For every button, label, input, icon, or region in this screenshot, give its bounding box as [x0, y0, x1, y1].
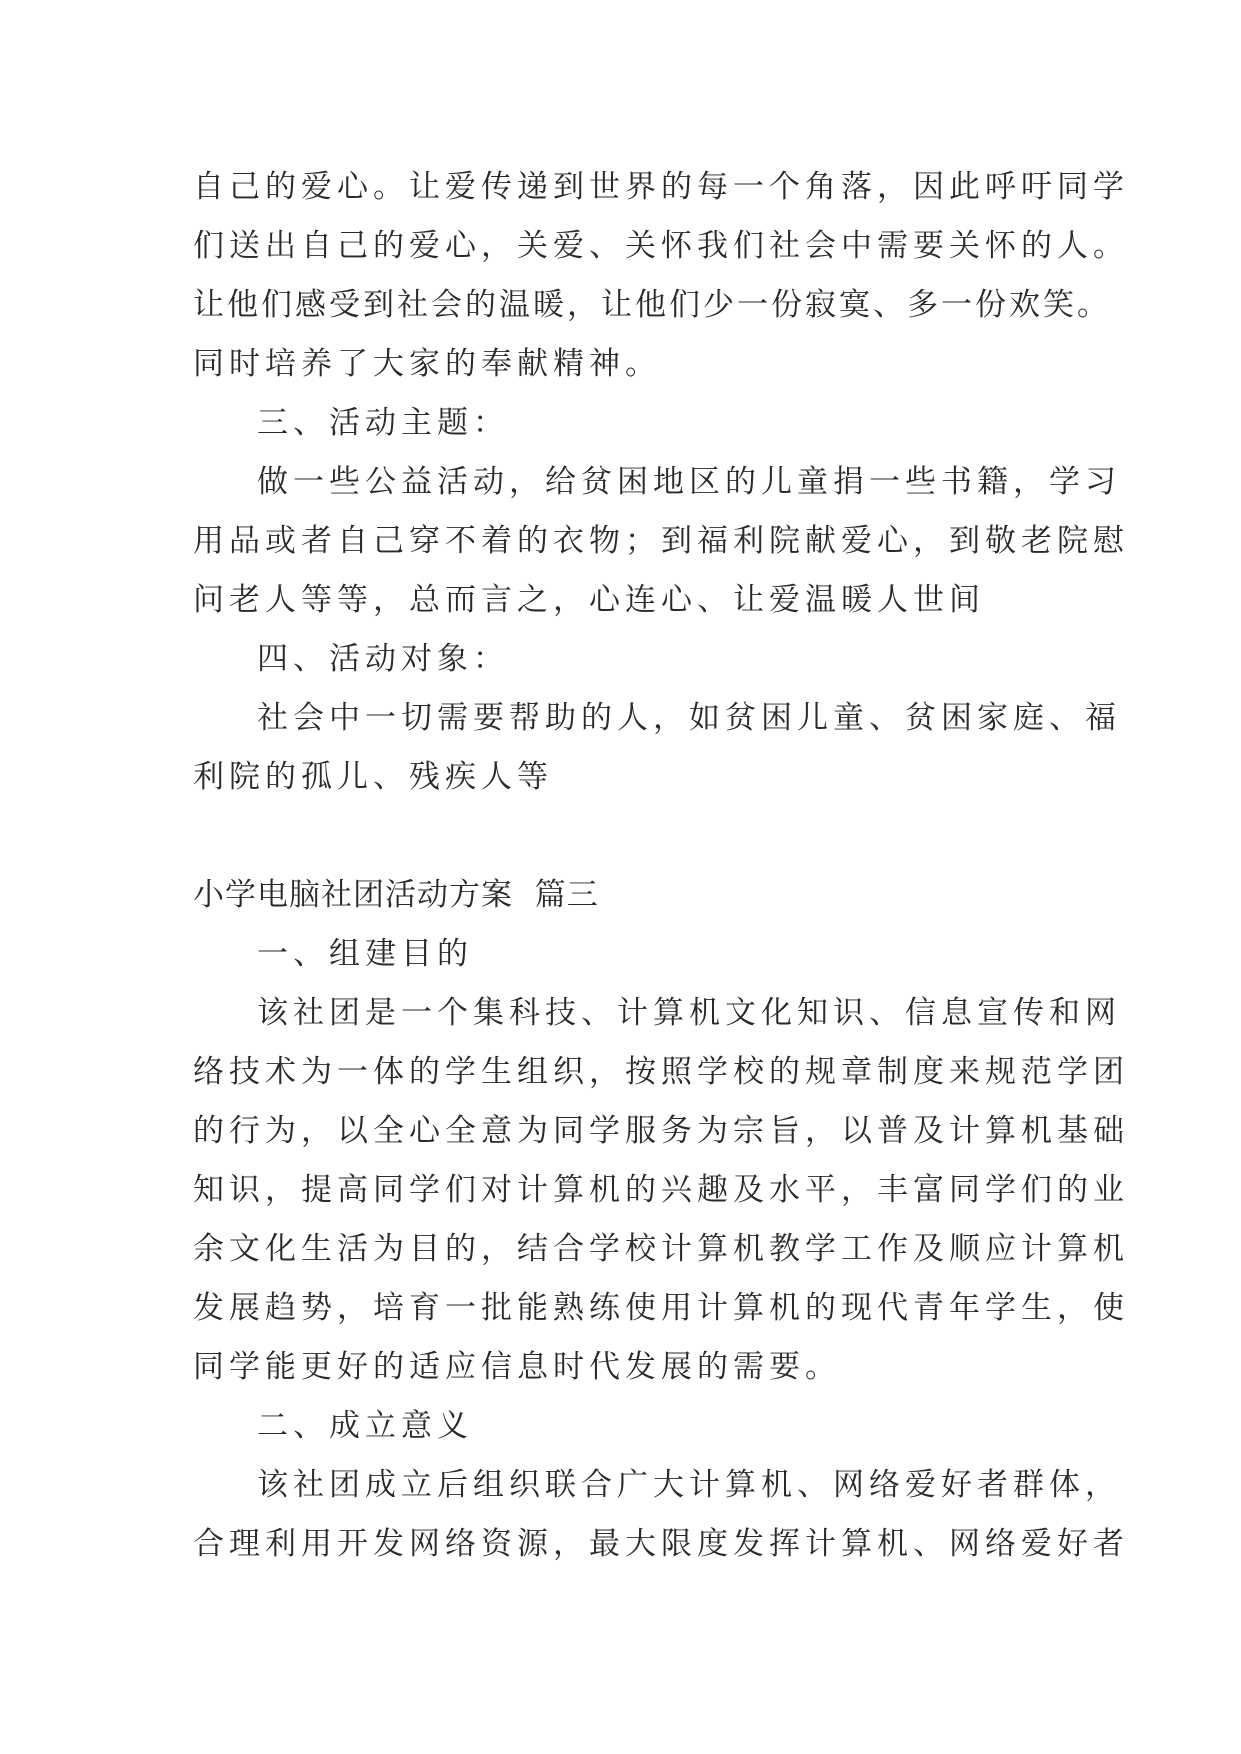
- section-heading-significance: 二、成立意义: [257, 1408, 473, 1444]
- document-title: 小学电脑社团活动方案 篇三: [193, 877, 599, 913]
- paragraph-line: 问老人等等，总而言之，心连心、让爱温暖人世间: [193, 582, 985, 618]
- section-heading-purpose: 一、组建目的: [257, 936, 473, 972]
- paragraph-line: 的行为，以全心全意为同学服务为宗旨，以普及计算机基础: [193, 1113, 1129, 1149]
- paragraph-line: 该社团是一个集科技、计算机文化知识、信息宣传和网: [257, 995, 1121, 1031]
- paragraph-line: 络技术为一体的学生组织，按照学校的规章制度来规范学团: [193, 1054, 1129, 1090]
- paragraph-line: 用品或者自己穿不着的衣物；到福利院献爱心，到敬老院慰: [193, 523, 1129, 559]
- paragraph-line: 们送出自己的爱心，关爱、关怀我们社会中需要关怀的人。: [193, 228, 1129, 264]
- document-body: [193, 158, 1129, 1574]
- paragraph-line: 知识，提高同学们对计算机的兴趣及水平，丰富同学们的业: [193, 1172, 1129, 1208]
- paragraph-line: 该社团成立后组织联合广大计算机、网络爱好者群体，: [257, 1467, 1121, 1503]
- paragraph-line: 做一些公益活动，给贫困地区的儿童捐一些书籍，学习: [257, 464, 1121, 500]
- section-heading-activity-target: 四、活动对象：: [257, 641, 509, 677]
- paragraph-line: 同学能更好的适应信息时代发展的需要。: [193, 1349, 841, 1385]
- paragraph-line: 社会中一切需要帮助的人，如贫困儿童、贫困家庭、福: [257, 700, 1121, 736]
- paragraph-line: 同时培养了大家的奉献精神。: [193, 346, 661, 382]
- paragraph-line: 让他们感受到社会的温暖，让他们少一份寂寞、多一份欢笑。: [193, 287, 1111, 323]
- blank-spacer: [193, 807, 1063, 866]
- paragraph-line: 发展趋势，培育一批能熟练使用计算机的现代青年学生，使: [193, 1290, 1129, 1326]
- paragraph-line: 利院的孤儿、残疾人等: [193, 759, 553, 795]
- paragraph-line: 余文化生活为目的，结合学校计算机教学工作及顺应计算机: [193, 1231, 1129, 1267]
- paragraph-line: 自己的爱心。让爱传递到世界的每一个角落，因此呼吁同学: [193, 169, 1129, 205]
- section-heading-activity-theme: 三、活动主题：: [257, 405, 509, 441]
- paragraph-line: 合理利用开发网络资源，最大限度发挥计算机、网络爱好者: [193, 1526, 1129, 1562]
